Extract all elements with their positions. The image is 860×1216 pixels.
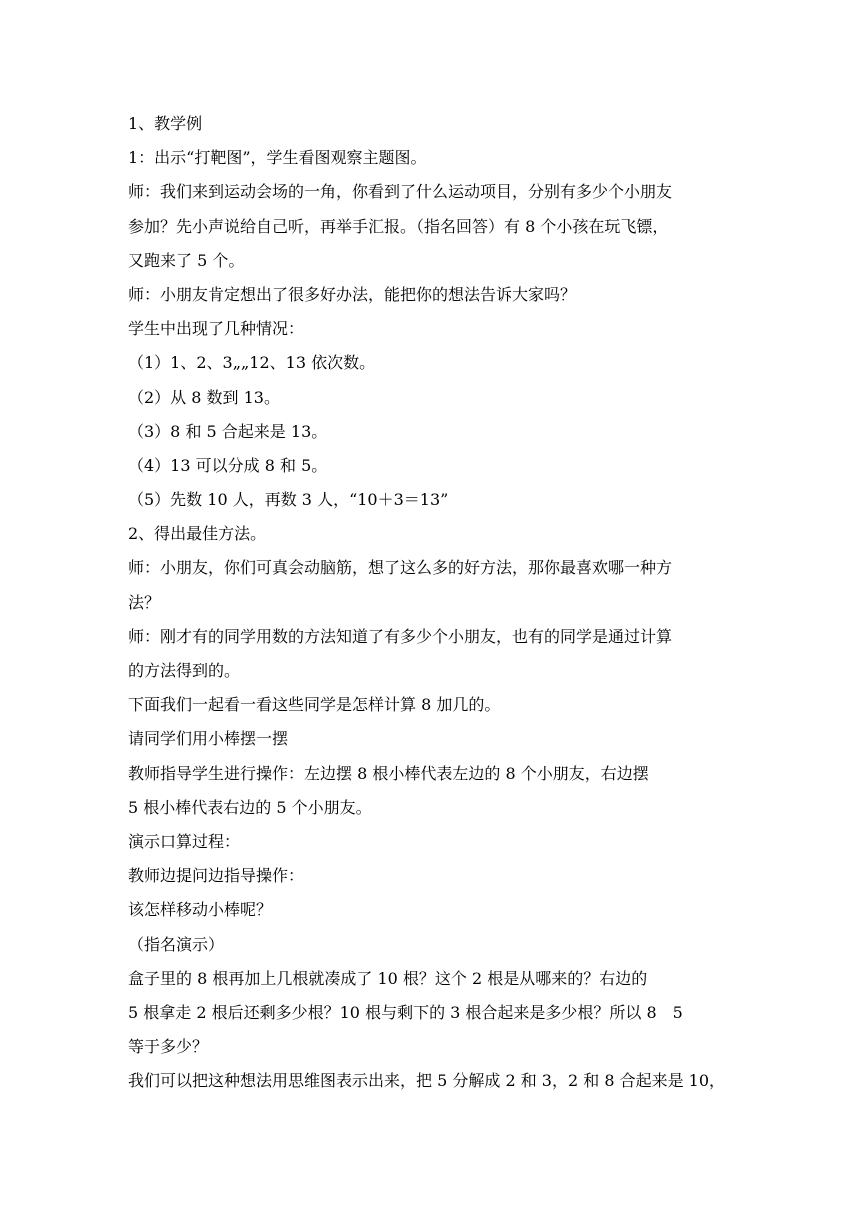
text-line: 教师指导学生进行操作：左边摆 8 根小棒代表左边的 8 个小朋友，右边摆	[128, 763, 649, 783]
text-line: 请同学们用小棒摆一摆	[128, 729, 289, 749]
text-line: 盒子里的 8 根再加上几根就凑成了 10 根？这个 2 根是从哪来的？右边的	[128, 968, 648, 988]
text-line: （5）先数 10 人，再数 3 人，“10＋3＝13”	[128, 490, 449, 510]
text-line: 师：刚才有的同学用数的方法知道了有多少个小朋友，也有的同学是通过计算	[128, 626, 673, 646]
document-body	[128, 107, 740, 1098]
text-line: 下面我们一起看一看这些同学是怎样计算 8 加几的。	[128, 695, 501, 715]
text-line: 师：我们来到运动会场的一角，你看到了什么运动项目，分别有多少个小朋友	[128, 182, 673, 202]
text-line: 该怎样移动小棒呢？	[128, 900, 273, 920]
text-line: 又跑来了 5 个。	[128, 250, 245, 270]
text-line: 师：小朋友，你们可真会动脑筋，想了这么多的好方法，那你最喜欢哪一种方	[128, 558, 673, 578]
text-line: 2、得出最佳方法。	[128, 524, 267, 544]
text-line: （3）8 和 5 合起来是 13。	[128, 421, 328, 441]
text-line: 学生中出现了几种情况：	[128, 319, 305, 339]
text-line: 1、教学例	[128, 114, 203, 133]
text-line: 师：小朋友肯定想出了很多好办法，能把你的想法告诉大家吗？	[128, 284, 577, 304]
text-line: 的方法得到的。	[128, 661, 241, 680]
text-line: （2）从 8 数到 13。	[128, 387, 280, 407]
text-line: 参加？先小声说给自己听，再举手汇报。（指名回答）有 8 个小孩在玩飞镖，	[128, 216, 669, 236]
text-line: （1）1、2、3„„12、13 依次数。	[128, 353, 376, 373]
text-line: （指名演示）	[128, 934, 225, 954]
text-line: 演示口算过程：	[128, 831, 241, 851]
text-line: 教师边提问边指导操作：	[128, 866, 305, 886]
text-line: （4）13 可以分成 8 和 5。	[128, 455, 328, 475]
text-line: 我们可以把这种想法用思维图表示出来，把 5 分解成 2 和 3，2 和 8 合起来是 10，	[128, 1071, 726, 1091]
text-line: 5 根小棒代表右边的 5 个小朋友。	[128, 797, 372, 817]
text-line: 等于多少？	[128, 1037, 209, 1057]
text-line: 法？	[128, 592, 161, 612]
text-line: 1：出示“打靶图”，学生看图观察主题图。	[128, 148, 427, 168]
text-line: 5 根拿走 2 根后还剩多少根？10 根与剩下的 3 根合起来是多少根？所以 8 5	[128, 1002, 683, 1022]
